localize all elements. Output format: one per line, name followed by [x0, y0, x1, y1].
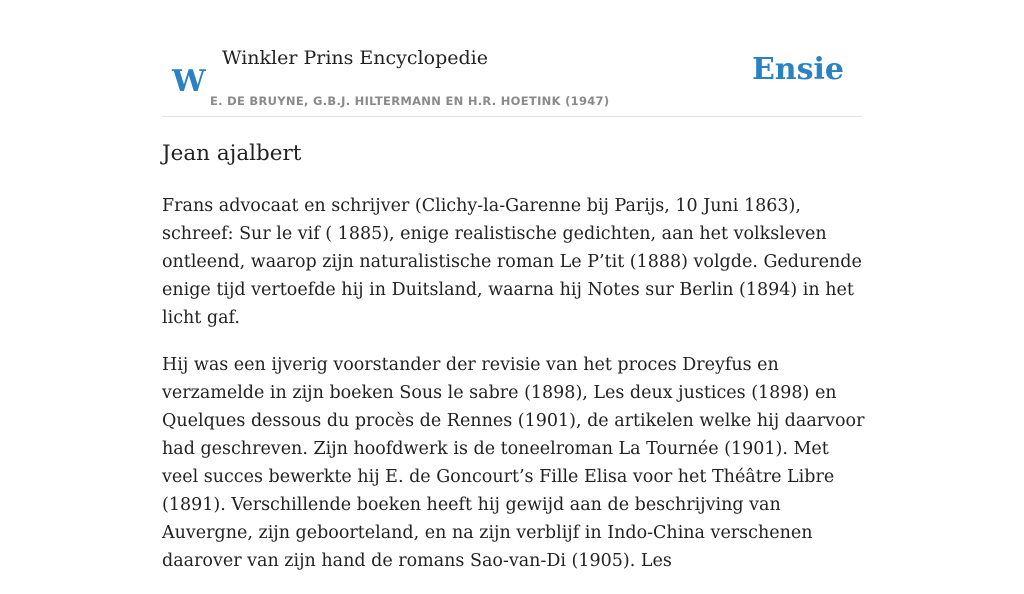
- source-authors: E. DE BRUYNE, G.B.J. HILTERMANN EN H.R. HOETINK (1947): [210, 94, 610, 108]
- article-body: [162, 192, 866, 594]
- article-paragraph-1: Frans advocaat en schrijver (Clichy-la-Garenne bij Parijs, 10 Juni 1863), schreef: Sur le vif ( 1885), enige realistische gedichten, aan het volksleven ontleend, waarop zijn naturalistische roman Le P’tit (1888) volgde. Gedurende enige tijd vertoefde hij in Duitsland, waarna hij Notes sur Berlin (1894) in het licht gaf.: [162, 196, 862, 328]
- site-header: [162, 30, 862, 117]
- article-title: Jean ajalbert: [162, 141, 302, 166]
- site-title[interactable]: Winkler Prins Encyclopedie: [222, 47, 488, 69]
- winkler-prins-logo[interactable]: W: [172, 64, 206, 99]
- article-paragraph-2: Hij was een ijverig voorstander der revisie van het proces Dreyfus en verzamelde in zijn boeken Sous le sabre (1898), Les deux justices (1898) en Quelques dessous du procès de Rennes (1901), de artikelen welke hij daarvoor had geschreven. Zijn hoofdwerk is de toneelroman La Tournée (1901). Met veel succes bewerkte hij E. de Goncourt’s Fille Elisa voor het Théâtre Libre (1891). Verschillende boeken heeft hij gewijd aan de beschrijving van Auvergne, zijn geboorteland, en na zijn verblijf in Indo-China verschenen daarover van zijn hand de romans Sao-van-Di (1905). Les: [162, 355, 865, 571]
- ensie-brand-logo[interactable]: Ensie: [751, 52, 844, 87]
